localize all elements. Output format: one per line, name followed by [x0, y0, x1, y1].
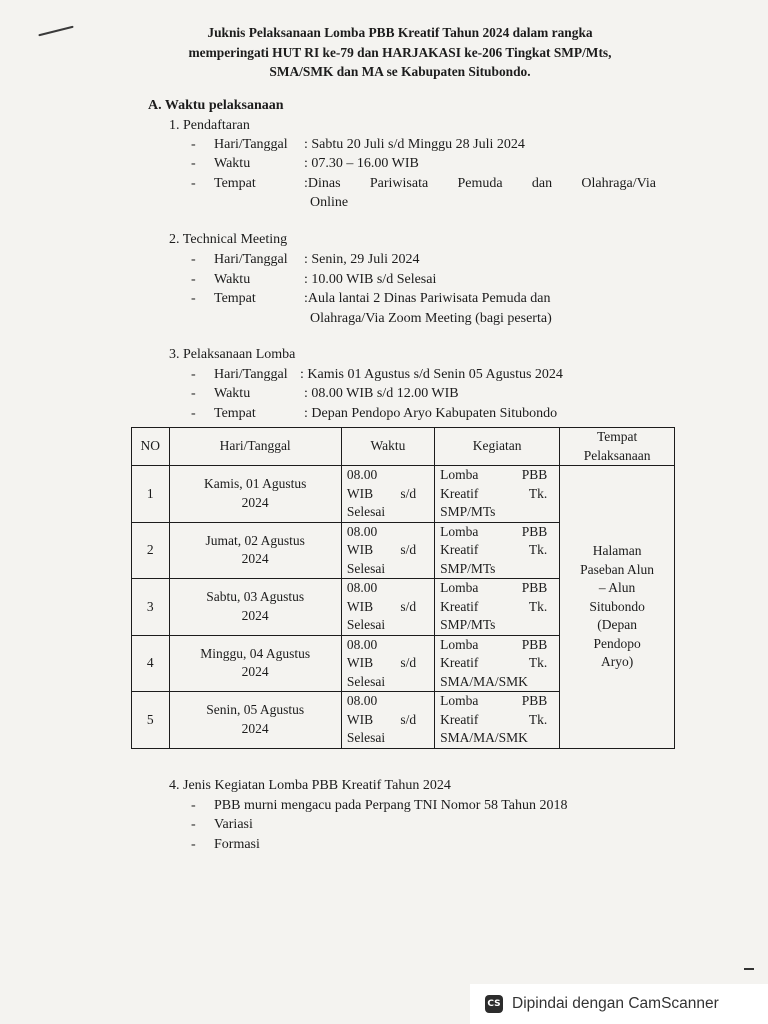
value-tempat-line2: Olahraga/Via Zoom Meeting (bagi peserta) [310, 311, 552, 326]
cell-no: 3 [132, 579, 170, 636]
header-hari-tanggal: Hari/Tanggal [169, 428, 341, 466]
cell-activity: Lomba PBB Kreatif Tk. SMP/MTs [435, 579, 560, 636]
cell-no: 4 [132, 635, 170, 692]
table-header-row [132, 428, 675, 466]
value-tempat-line1: :Aula lantai 2 Dinas Pariwisata Pemuda dan [304, 291, 551, 306]
document-title: Juknis Pelaksanaan Lomba PBB Kreatif Tahun 2024 dalam rangka memperingati HUT RI ke-79 dan HARJAKASI ke-206 Tingkat SMP/Mts, SMA/SMK dan MA se Kabupaten Situbondo. [188, 25, 612, 79]
cell-date: Kamis, 01 Agustus 2024 [169, 466, 341, 523]
value-waktu: : 07.30 – 16.00 WIB [304, 156, 419, 171]
dash: - [191, 291, 196, 306]
schedule-table [131, 427, 675, 749]
section-a-heading: A. Waktu pelaksanaan [148, 98, 284, 113]
cell-activity: Lomba PBB Kreatif Tk. SMP/MTs [435, 522, 560, 579]
item-4-heading: 4. Jenis Kegiatan Lomba PBB Kreatif Tahun 2024 [169, 778, 451, 793]
dash: - [191, 252, 196, 267]
item-2-heading: 2. Technical Meeting [169, 232, 288, 247]
value-tanggal: : Senin, 29 Juli 2024 [304, 252, 420, 267]
dash: - [191, 176, 196, 191]
value-waktu: : 10.00 WIB s/d Selesai [304, 272, 437, 287]
value-tanggal: : Kamis 01 Agustus s/d Senin 05 Agustus 2024 [300, 367, 563, 382]
cell-date: Minggu, 04 Agustus 2024 [169, 635, 341, 692]
list-item: PBB murni mengacu pada Perpang TNI Nomor 58 Tahun 2018 [214, 798, 568, 813]
value-waktu: : 08.00 WIB s/d 12.00 WIB [304, 386, 459, 401]
camscanner-watermark [470, 984, 768, 1024]
dash: - [191, 817, 196, 832]
label-waktu: Waktu [214, 156, 251, 171]
camscanner-logo-icon: CS [485, 995, 503, 1013]
label-hari-tanggal: Hari/Tanggal [214, 367, 288, 382]
value-tanggal: : Sabtu 20 Juli s/d Minggu 28 Juli 2024 [304, 137, 525, 152]
cell-no: 1 [132, 466, 170, 523]
list-item: Formasi [214, 837, 260, 852]
cell-time: 08.00 WIB s/d Selesai [341, 466, 434, 523]
label-tempat: Tempat [214, 291, 256, 306]
label-tempat: Tempat [214, 176, 256, 191]
value-tempat-line1: :Dinas Pariwisata Pemuda dan Olahraga/Via [304, 176, 656, 191]
cell-no: 5 [132, 692, 170, 749]
dash: - [191, 798, 196, 813]
cell-activity: Lomba PBB Kreatif Tk. SMP/MTs [435, 466, 560, 523]
table-row [132, 466, 675, 523]
dash: - [191, 367, 196, 382]
cell-date: Jumat, 02 Agustus 2024 [169, 522, 341, 579]
cell-activity: Lomba PBB Kreatif Tk. SMA/MA/SMK [435, 635, 560, 692]
cell-date: Senin, 05 Agustus 2024 [169, 692, 341, 749]
label-tempat: Tempat [214, 406, 256, 421]
header-no: NO [132, 428, 170, 466]
list-item: Variasi [214, 817, 253, 832]
cell-time: 08.00 WIB s/d Selesai [341, 635, 434, 692]
dash: - [191, 386, 196, 401]
item-1-heading: 1. Pendaftaran [169, 118, 250, 133]
cell-date: Sabtu, 03 Agustus 2024 [169, 579, 341, 636]
cell-activity: Lomba PBB Kreatif Tk. SMA/MA/SMK [435, 692, 560, 749]
dash: - [191, 272, 196, 287]
value-tempat-line2: Online [310, 195, 349, 210]
item-3-heading: 3. Pelaksanaan Lomba [169, 347, 296, 362]
dash: - [191, 837, 196, 852]
label-waktu: Waktu [214, 386, 251, 401]
cell-place: Halaman Paseban Alun – Alun Situbondo (Depan Pendopo Aryo) [560, 466, 675, 749]
header-waktu: Waktu [341, 428, 434, 466]
cell-no: 2 [132, 522, 170, 579]
label-hari-tanggal: Hari/Tanggal [214, 252, 288, 267]
cell-time: 08.00 WIB s/d Selesai [341, 522, 434, 579]
camscanner-text: Dipindai dengan CamScanner [512, 995, 719, 1012]
pen-mark [38, 26, 73, 37]
cell-time: 08.00 WIB s/d Selesai [341, 692, 434, 749]
dash: - [191, 137, 196, 152]
value-tempat: : Depan Pendopo Aryo Kabupaten Situbondo [304, 406, 558, 421]
dash: - [191, 156, 196, 171]
dash: - [191, 406, 196, 421]
edge-mark [744, 968, 754, 970]
label-waktu: Waktu [214, 272, 251, 287]
header-tempat-pelaksanaan: Tempat Pelaksanaan [560, 428, 675, 466]
header-kegiatan: Kegiatan [435, 428, 560, 466]
label-hari-tanggal: Hari/Tanggal [214, 137, 288, 152]
cell-time: 08.00 WIB s/d Selesai [341, 579, 434, 636]
